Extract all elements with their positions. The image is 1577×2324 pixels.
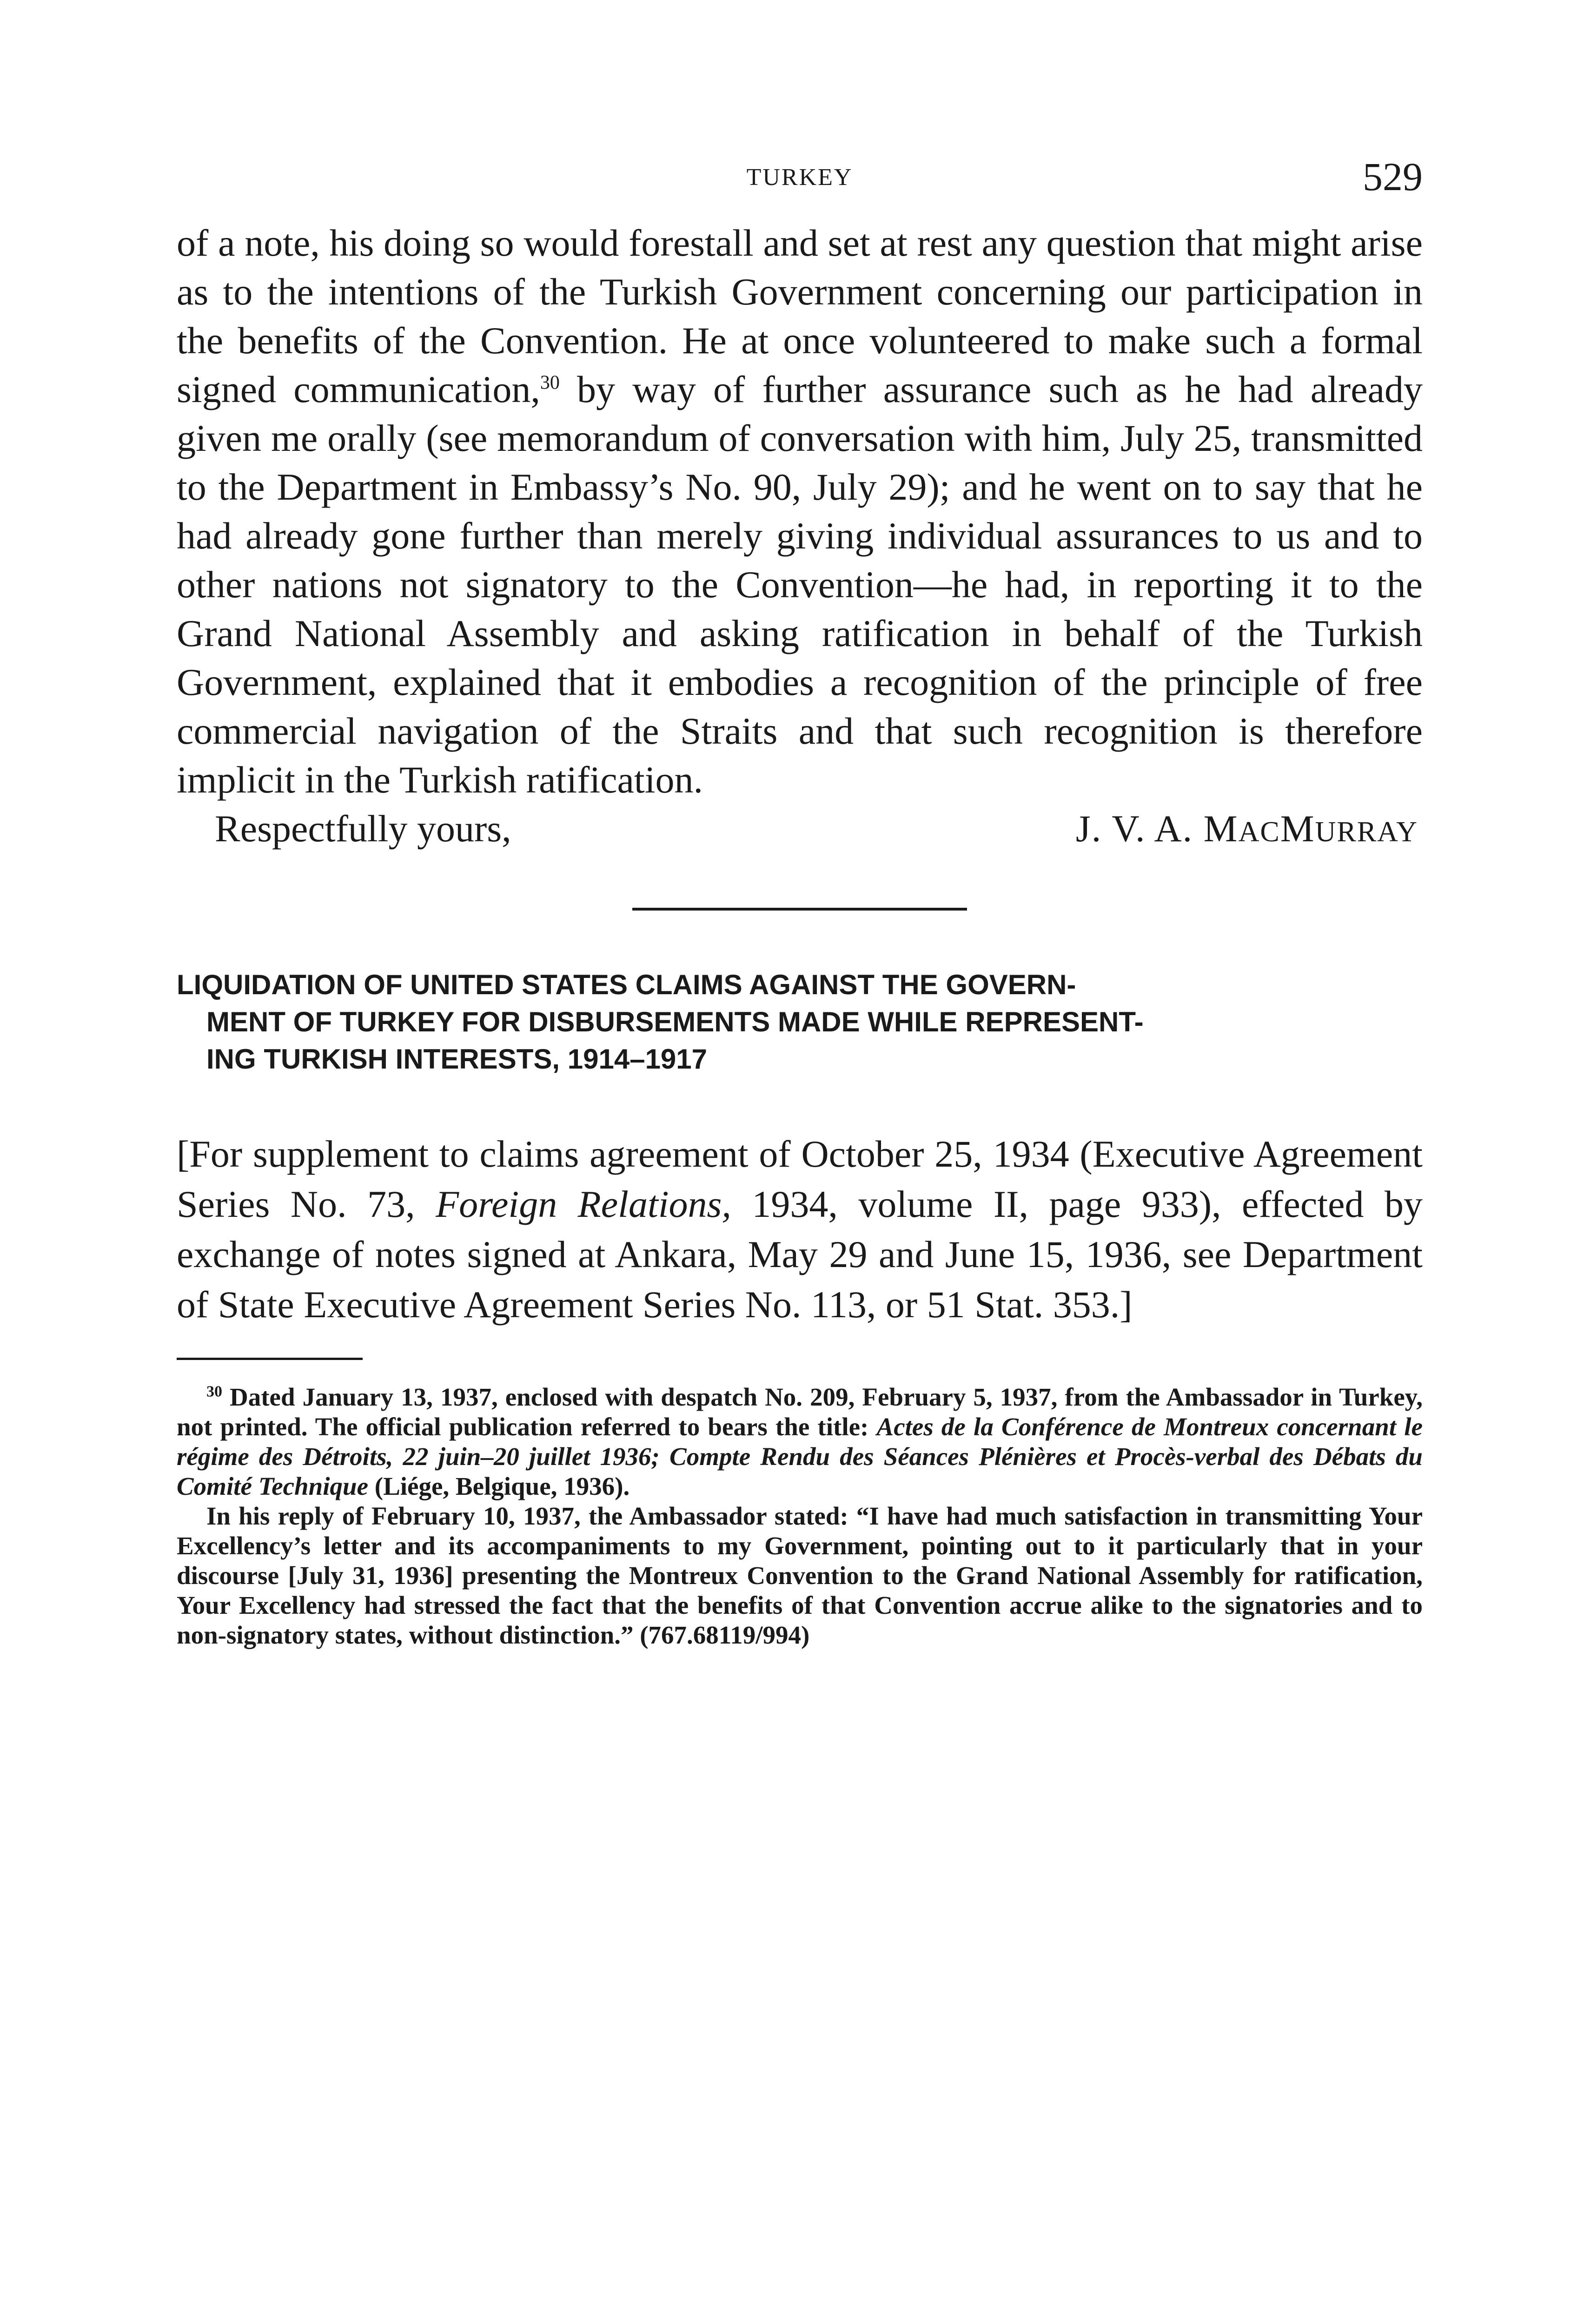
running-head	[177, 153, 1423, 200]
footnote-divider	[177, 1358, 363, 1360]
letter-paragraph	[177, 218, 1423, 804]
signature-cap-2: M	[1280, 807, 1315, 850]
section-heading-line-2: MENT OF TURKEY FOR DISBURSEMENTS MADE WHILE REPRESENT-	[206, 1006, 1144, 1037]
letter-body	[177, 218, 1423, 804]
footnote-paragraph-2: In his reply of February 10, 1937, the Ambassador stated: “I have had much satisfaction in transmitting Your Excellency’s letter and its accompaniments to my Government, pointing out to it particularly that in your discourse [July 31, 1936] presenting the Montreux Convention to the Grand National Assembly for ratification, Your Excellency had stressed the fact that the benefits of that Convention accrue alike to the signatories and to non-signatory states, without distinction.” (767.68119/994)	[177, 1502, 1423, 1649]
footnote-paragraph-1	[177, 1382, 1423, 1501]
complimentary-close: Respectfully yours,	[215, 807, 511, 850]
signature	[1076, 804, 1423, 857]
editorial-note-text-2: 1934, volume II, page 933), effected by exchange of notes signed at Ankara, May 29 and June 15, 1936, see Department of State Executive Agreement Series No. 113, or 51 Stat. 353.]	[177, 1183, 1423, 1326]
editorial-note-italic: Foreign Relations,	[436, 1183, 731, 1225]
section-heading-line-3: ING TURKISH INTERESTS, 1914–1917	[206, 1043, 708, 1075]
signature-initials: J. V. A.	[1075, 807, 1204, 850]
signature-smallcaps-2: URRAY	[1315, 816, 1418, 848]
running-title: TURKEY	[746, 164, 853, 191]
footnote-italic-title: Actes de la Conférence de Montreux concernant le régime des Détroits, 22 juin–20 juillet 1936; Compte Rendu des Séances Plénières et Procès-verbal des Débats du Comité Technique	[177, 1413, 1423, 1500]
footnote-text-2: (Liége, Belgique, 1936).	[368, 1472, 630, 1500]
page-number: 529	[1363, 154, 1423, 199]
section-heading-line-1: LIQUIDATION OF UNITED STATES CLAIMS AGAINST THE GOVERN-	[177, 969, 1076, 1000]
signature-cap-1: M	[1203, 807, 1239, 850]
letter-text-after-footnote: by way of further assurance such as he had already given me orally (see memorandum of conversation with him, July 25, transmitted to the Department in Embassy’s No. 90, July 29); and he went on to say that he had already gone further than merely giving individual assurances to us and to other nations not signatory to the Convention—he had, in reporting it to the Grand National Assembly and asking ratification in behalf of the Turkish Government, explained that it embodies a recognition of the principle of free commercial navigation of the Straits and that such recognition is therefore implicit in the Turkish ratification.	[177, 368, 1423, 801]
footnote-reference: 30	[540, 372, 560, 394]
footnotes	[177, 1382, 1423, 1650]
editorial-note-text-1: [For supplement to claims agreement of October 25, 1934 (Executive Agreement Series No. 73,	[177, 1133, 1423, 1225]
editorial-note	[177, 1129, 1423, 1330]
footnote-text-1: Dated January 13, 1937, enclosed with despatch No. 209, February 5, 1937, from the Ambassador in Turkey, not printed. The official publication referred to bears the title:	[177, 1383, 1423, 1441]
footnote-marker: 30	[206, 1383, 222, 1400]
section-heading	[177, 966, 1423, 1078]
document-page	[177, 153, 1423, 1650]
signature-smallcaps-1: AC	[1238, 816, 1280, 848]
letter-text-before-footnote: of a note, his doing so would forestall and set at rest any question that might arise as to the intentions of the Turkish Government concerning our participation in the benefits of the Convention. He at once volunteered to make such a formal signed communication,	[177, 222, 1423, 410]
letter-closing	[177, 804, 1423, 857]
section-divider	[632, 908, 967, 911]
